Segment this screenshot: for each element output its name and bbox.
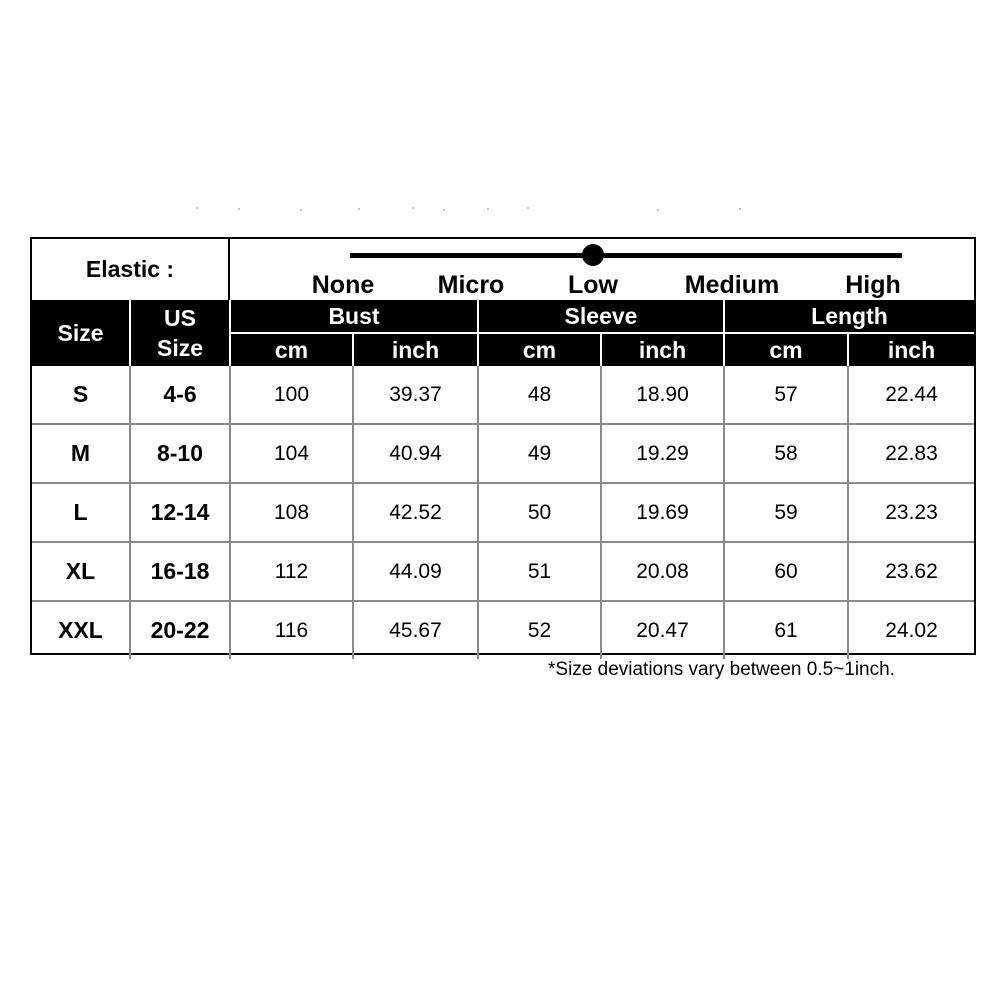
elastic-scale-line — [350, 253, 902, 258]
header-bust: Bust — [230, 300, 478, 333]
measurement-cell: 44.09 — [353, 542, 478, 601]
measurement-cell: 19.69 — [601, 483, 724, 542]
size-cell: S — [32, 366, 130, 424]
elastic-level-none: None — [311, 271, 375, 299]
size-cell: M — [32, 424, 130, 483]
measurement-cell: 39.37 — [353, 366, 478, 424]
size-cell: L — [32, 483, 130, 542]
measurement-cell: 20.08 — [601, 542, 724, 601]
header-us-size — [130, 300, 230, 366]
header-unit: inch — [601, 333, 724, 366]
size-chart — [30, 237, 976, 655]
header-unit: inch — [353, 333, 478, 366]
measurement-cell: 23.62 — [848, 542, 974, 601]
us-size-cell: 12-14 — [130, 483, 230, 542]
elastic-level-low: Low — [568, 271, 618, 299]
measurement-cell: 57 — [724, 366, 848, 424]
measurement-cell: 60 — [724, 542, 848, 601]
header-size: Size — [32, 300, 130, 366]
measurement-cell: 112 — [230, 542, 353, 601]
header-unit: cm — [230, 333, 353, 366]
us-size-cell: 4-6 — [130, 366, 230, 424]
elastic-level-medium: Medium — [684, 271, 780, 299]
header-unit: cm — [478, 333, 601, 366]
measurement-cell: 59 — [724, 483, 848, 542]
header-unit: inch — [848, 333, 974, 366]
measurement-cell: 23.23 — [848, 483, 974, 542]
decorative-specks — [0, 205, 1001, 215]
measurement-cell: 52 — [478, 601, 601, 659]
measurement-cell: 50 — [478, 483, 601, 542]
measurement-cell: 61 — [724, 601, 848, 659]
measurement-cell: 58 — [724, 424, 848, 483]
measurement-cell: 24.02 — [885, 618, 938, 642]
measurement-cell: 22.44 — [848, 366, 974, 424]
measurement-cell: 48 — [478, 366, 601, 424]
measurement-cell: 18.90 — [601, 366, 724, 424]
measurement-cell: 40.94 — [353, 424, 478, 483]
measurement-cell: 42.52 — [353, 483, 478, 542]
us-size-cell: 16-18 — [130, 542, 230, 601]
size-cell: XL — [32, 542, 130, 601]
header-length: Length — [724, 300, 974, 333]
elastic-level-high: High — [845, 271, 901, 299]
measurement-cell: 49 — [478, 424, 601, 483]
measurement-cell: 51 — [478, 542, 601, 601]
table-row — [32, 601, 974, 659]
table-row — [32, 542, 974, 601]
measurement-cell: 22.83 — [848, 424, 974, 483]
header-unit: cm — [724, 333, 848, 366]
header-row-groups — [32, 300, 974, 333]
measurement-cell: 116 — [230, 601, 353, 659]
size-rows — [32, 366, 974, 659]
us-size-cell: 20-22 — [130, 601, 230, 659]
measurement-cell: 100 — [230, 366, 353, 424]
us-size-cell: 8-10 — [130, 424, 230, 483]
table-row — [32, 483, 974, 542]
measurement-cell: 19.29 — [601, 424, 724, 483]
table-row — [32, 366, 974, 424]
header-sleeve: Sleeve — [478, 300, 724, 333]
header-us-size-line2: Size — [156, 335, 204, 361]
size-note: *Size deviations vary between 0.5~1inch. — [548, 659, 895, 680]
measurement-cell: 20.47 — [601, 601, 724, 659]
elastic-row — [32, 239, 974, 302]
size-table — [32, 300, 974, 659]
measurement-cell: 104 — [230, 424, 353, 483]
elastic-label: Elastic : — [32, 239, 230, 300]
measurement-cell: 108 — [230, 483, 353, 542]
elastic-level-micro: Micro — [437, 271, 505, 299]
header-us-size-line1: US — [164, 305, 196, 331]
size-cell: XXL — [32, 601, 130, 659]
elastic-scale — [230, 239, 974, 300]
elastic-scale-marker — [582, 244, 604, 266]
measurement-cell: 45.67 — [353, 601, 478, 659]
table-row — [32, 424, 974, 483]
